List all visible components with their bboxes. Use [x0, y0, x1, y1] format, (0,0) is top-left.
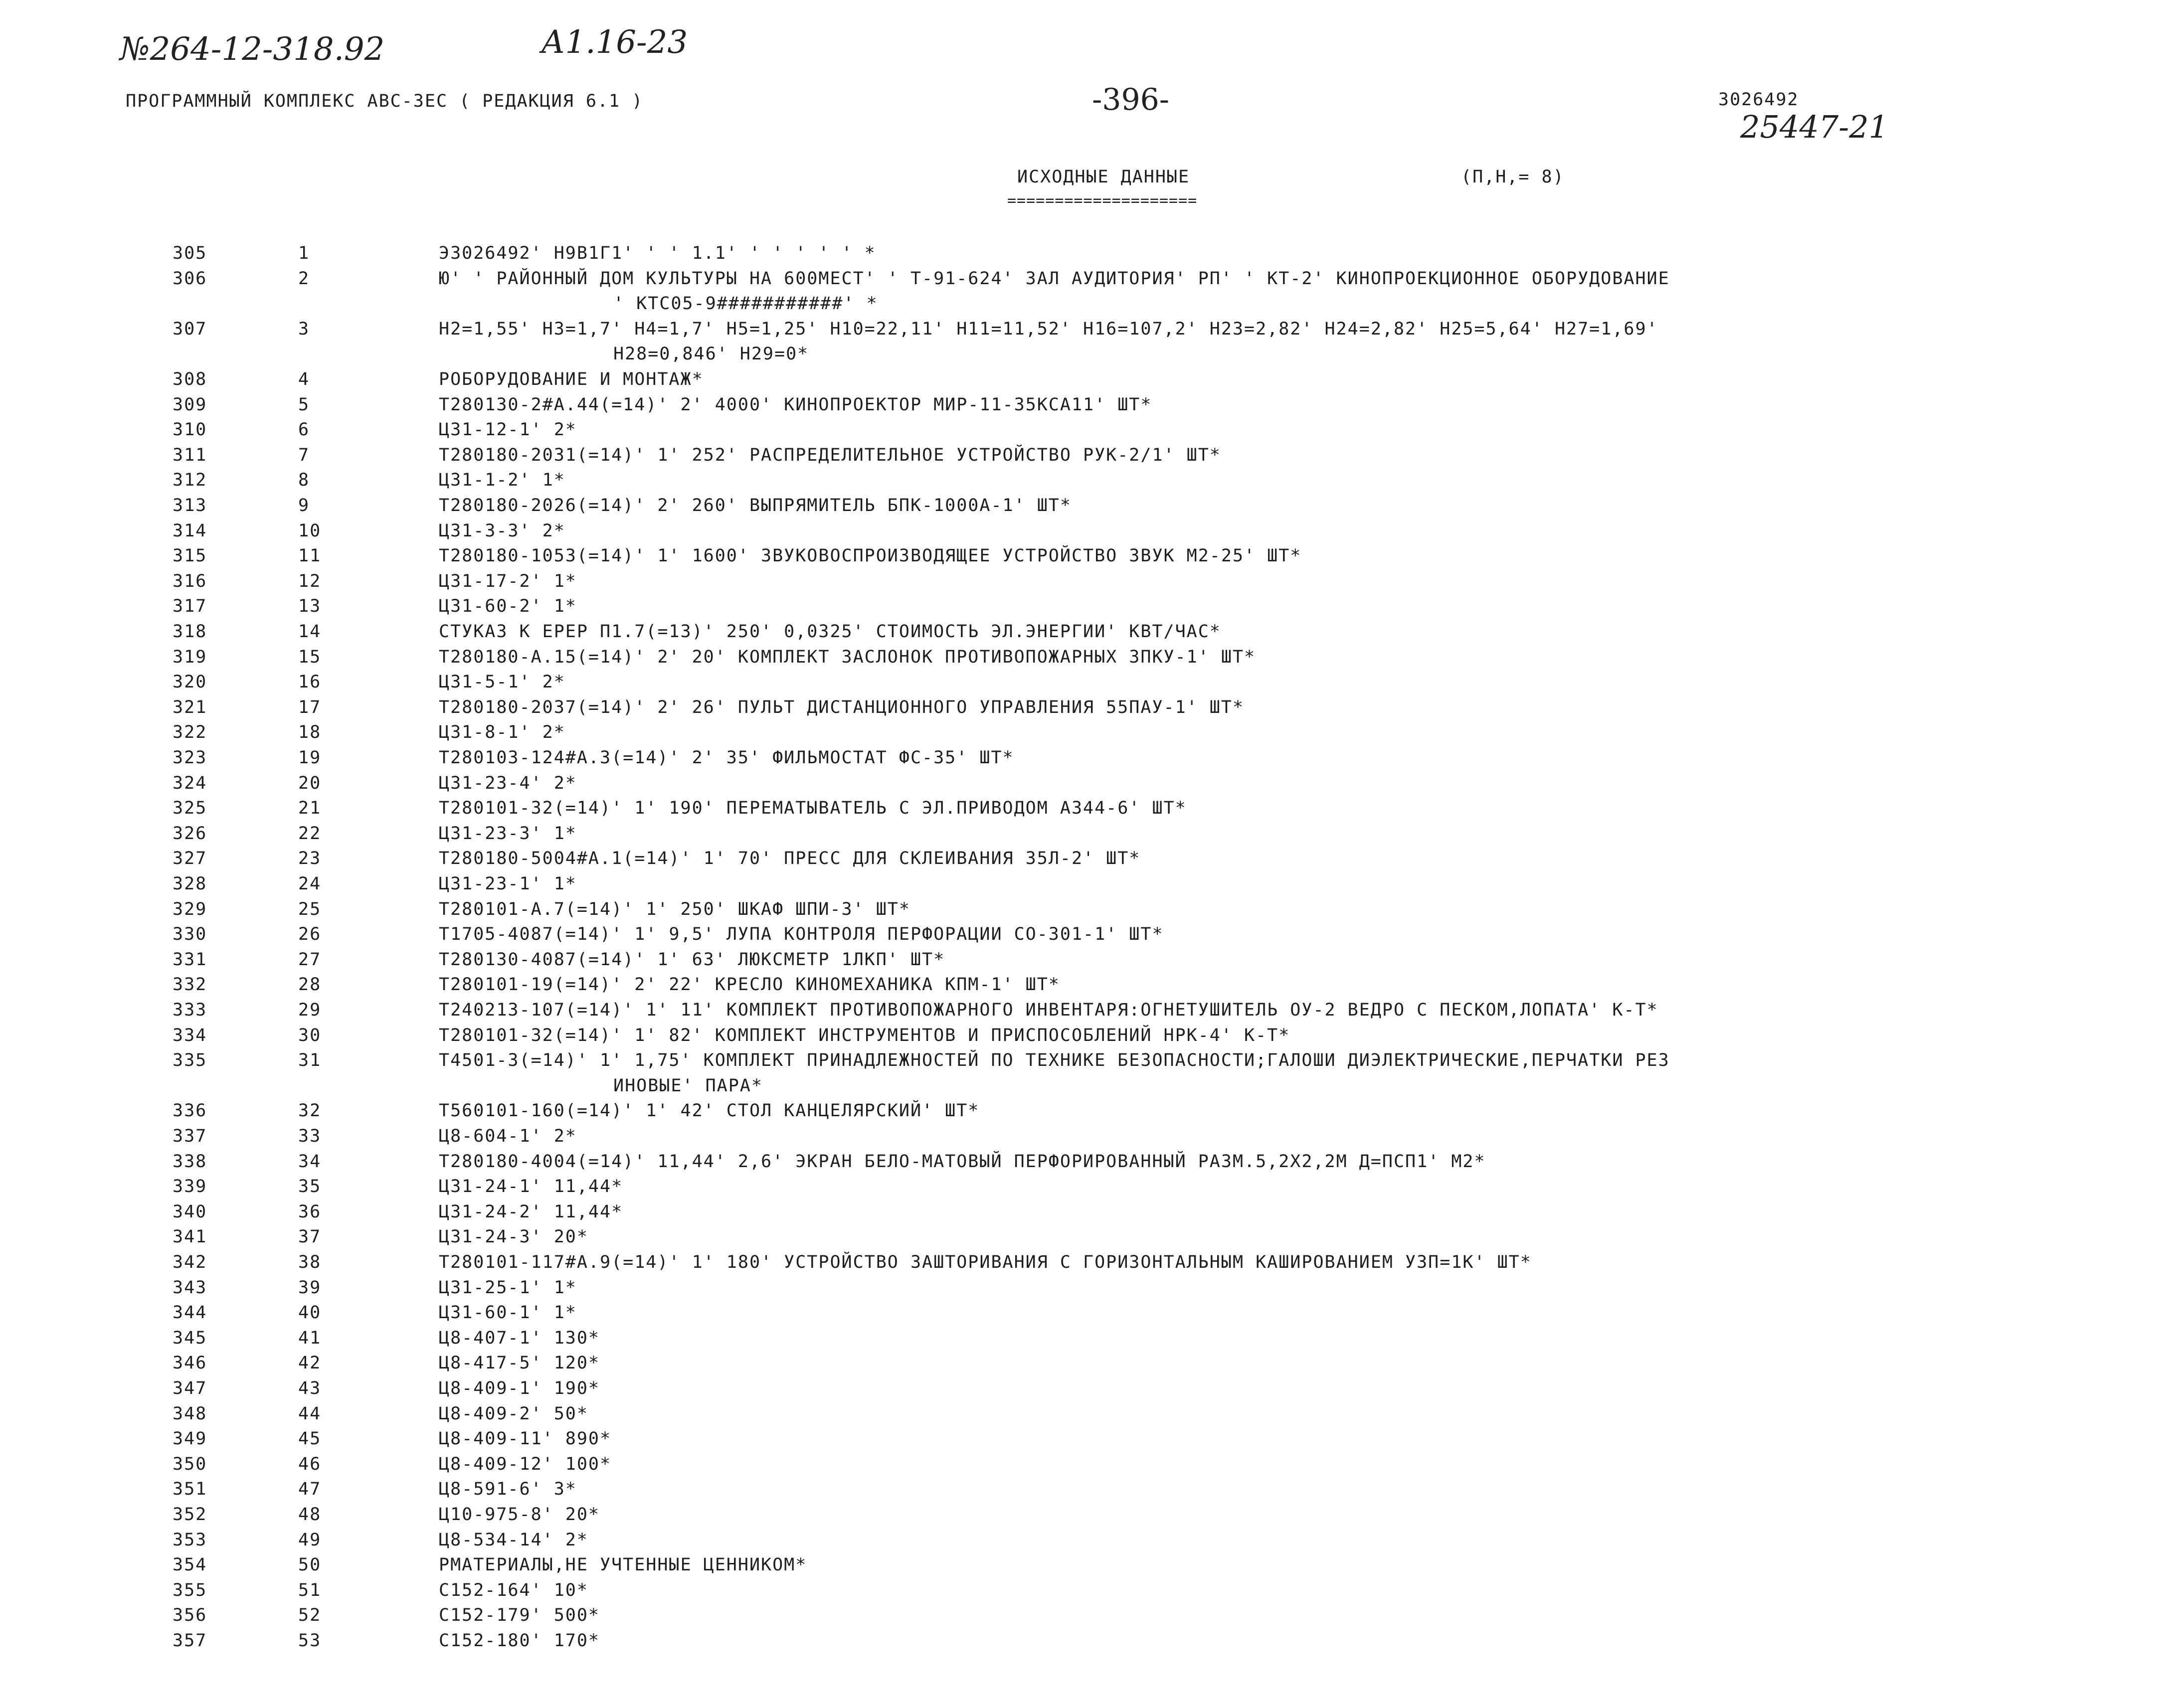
sequence-number: 1: [298, 243, 310, 263]
line-number: 325: [173, 798, 207, 819]
line-number: 309: [173, 394, 207, 415]
line-number: 333: [173, 1000, 207, 1020]
record-text: Т280180-2031(=14)' 1' 252' РАСПРЕДЕЛИТЕЛЬНОЕ УСТРОЙСТВО РУК-2/1' ШТ*: [439, 445, 1221, 465]
sequence-number: 17: [298, 697, 322, 717]
record-text: Т240213-107(=14)' 1' 11' КОМПЛЕКТ ПРОТИВОПОЖАРНОГО ИНВЕНТАРЯ:ОГНЕТУШИТЕЛЬ ОУ-2 ВЕДРО С ПЕСКОМ,ЛОПАТА' К-Т*: [439, 1000, 1658, 1020]
record-text: С152-179' 500*: [439, 1605, 600, 1626]
record-text: Т280180-2037(=14)' 2' 26' ПУЛЬТ ДИСТАНЦИОННОГО УПРАВЛЕНИЯ 55ПАУ-1' ШТ*: [439, 697, 1245, 717]
line-number: 329: [173, 899, 207, 919]
line-number: 342: [173, 1252, 207, 1272]
sequence-number: 12: [298, 571, 322, 591]
record-text: Т280101-19(=14)' 2' 22' КРЕСЛО КИНОМЕХАНИКА КПМ-1' ШТ*: [439, 975, 1060, 995]
sequence-number: 2: [298, 268, 310, 289]
record-text: Ц31-24-1' 11,44*: [439, 1177, 623, 1197]
line-number: 347: [173, 1378, 207, 1398]
record-text: Ц31-60-2' 1*: [439, 596, 577, 617]
record-text: Ц31-23-1' 1*: [439, 874, 577, 894]
line-number: 338: [173, 1151, 207, 1172]
sequence-number: 24: [298, 874, 322, 894]
section-title: ИСХОДНЫЕ ДАННЫЕ: [1017, 167, 1190, 187]
line-number: 308: [173, 369, 207, 389]
sequence-number: 7: [298, 445, 310, 465]
handwritten-code: 25447-21: [1740, 109, 1889, 145]
record-text: Ц10-975-8' 20*: [439, 1505, 600, 1525]
sequence-number: 21: [298, 798, 322, 819]
record-text-continuation: Н28=0,846' Н29=0*: [613, 344, 809, 364]
record-text: Н2=1,55' Н3=1,7' Н4=1,7' Н5=1,25' Н10=22,11' Н11=11,52' Н16=107,2' Н23=2,82' Н24=2,82' Н25=5,64' Н27=1,69': [439, 319, 1658, 339]
sequence-number: 4: [298, 369, 310, 389]
sequence-number: 40: [298, 1303, 322, 1323]
line-number: 334: [173, 1025, 207, 1045]
record-text: Ц31-12-1' 2*: [439, 420, 577, 440]
record-text: Т280180-2026(=14)' 2' 260' ВЫПРЯМИТЕЛЬ БПК-1000А-1' ШТ*: [439, 496, 1072, 515]
record-text: Т280130-2#А.44(=14)' 2' 4000' КИНОПРОЕКТОР МИР-11-35КСА11' ШТ*: [439, 394, 1152, 415]
record-text-continuation: ИНОВЫЕ' ПАРА*: [613, 1075, 763, 1096]
line-number: 354: [173, 1555, 207, 1575]
sequence-number: 9: [298, 496, 310, 515]
line-number: 332: [173, 975, 207, 995]
record-text-continuation: ' КТС05-9###########' *: [613, 294, 878, 314]
record-text: Т280180-4004(=14)' 11,44' 2,6' ЭКРАН БЕЛО-МАТОВЫЙ ПЕРФОРИРОВАННЫЙ РАЗМ.5,2Х2,2М Д=ПСП1' М2*: [439, 1151, 1486, 1172]
record-text: Ц31-5-1' 2*: [439, 672, 565, 692]
line-number: 314: [173, 520, 207, 541]
section-parameter: (П,Н,= 8): [1461, 167, 1565, 187]
sequence-number: 44: [298, 1403, 322, 1424]
sequence-number: 43: [298, 1378, 322, 1398]
record-text: Т280101-32(=14)' 1' 82' КОМПЛЕКТ ИНСТРУМЕНТОВ И ПРИСПОСОБЛЕНИЙ НРК-4' К-Т*: [439, 1025, 1290, 1045]
handwritten-page-number: -396-: [1092, 82, 1170, 117]
line-number: 345: [173, 1328, 207, 1348]
line-number: 331: [173, 949, 207, 970]
record-text: Т280180-5004#А.1(=14)' 1' 70' ПРЕСС ДЛЯ СКЛЕИВАНИЯ 35Л-2' ШТ*: [439, 849, 1141, 869]
line-number: 307: [173, 319, 207, 339]
record-text: Ц31-23-4' 2*: [439, 773, 577, 793]
sequence-number: 8: [298, 470, 310, 491]
sequence-number: 53: [298, 1631, 322, 1651]
line-number: 357: [173, 1631, 207, 1651]
line-number: 330: [173, 924, 207, 945]
record-text: Ц8-409-11' 890*: [439, 1429, 612, 1449]
record-text: Ц8-409-2' 50*: [439, 1403, 588, 1424]
sequence-number: 45: [298, 1429, 322, 1449]
record-text: РМАТЕРИАЛЫ,НЕ УЧТЕННЫЕ ЦЕННИКОМ*: [439, 1555, 807, 1575]
sequence-number: 22: [298, 823, 322, 844]
sequence-number: 37: [298, 1227, 322, 1247]
sequence-number: 35: [298, 1177, 322, 1197]
sequence-number: 36: [298, 1201, 322, 1222]
record-text: Ц31-23-3' 1*: [439, 823, 577, 844]
record-text: Ц31-8-1' 2*: [439, 722, 565, 743]
record-text: СТУКАЗ К ЕРЕР П1.7(=13)' 250' 0,0325' СТОИМОСТЬ ЭЛ.ЭНЕРГИИ' КВТ/ЧАС*: [439, 622, 1221, 642]
sequence-number: 34: [298, 1151, 322, 1172]
document-code: 3026492: [1718, 90, 1799, 110]
line-number: 306: [173, 268, 207, 289]
sequence-number: 15: [298, 647, 322, 667]
line-number: 346: [173, 1353, 207, 1373]
line-number: 311: [173, 445, 207, 465]
record-text: Ц8-407-1' 130*: [439, 1328, 600, 1348]
sequence-number: 33: [298, 1126, 322, 1146]
record-text: Ц31-25-1' 1*: [439, 1277, 577, 1298]
record-text: Ц8-409-12' 100*: [439, 1454, 612, 1474]
line-number: 343: [173, 1277, 207, 1298]
record-text: Т280101-32(=14)' 1' 190' ПЕРЕМАТЫВАТЕЛЬ С ЭЛ.ПРИВОДОМ А344-6' ШТ*: [439, 798, 1187, 819]
line-number: 349: [173, 1429, 207, 1449]
sequence-number: 29: [298, 1000, 322, 1020]
line-number: 310: [173, 420, 207, 440]
line-number: 315: [173, 546, 207, 566]
sequence-number: 47: [298, 1479, 322, 1500]
line-number: 352: [173, 1505, 207, 1525]
sequence-number: 52: [298, 1605, 322, 1626]
record-text: Ц31-24-3' 20*: [439, 1227, 588, 1247]
sequence-number: 14: [298, 622, 322, 642]
record-text: Т280130-4087(=14)' 1' 63' ЛЮКСМЕТР 1ЛКП' ШТ*: [439, 949, 945, 970]
record-text: Ц31-24-2' 11,44*: [439, 1201, 623, 1222]
line-number: 344: [173, 1303, 207, 1323]
sequence-number: 28: [298, 975, 322, 995]
sequence-number: 11: [298, 546, 322, 566]
sequence-number: 25: [298, 899, 322, 919]
line-number: 318: [173, 622, 207, 642]
line-number: 339: [173, 1177, 207, 1197]
line-number: 353: [173, 1530, 207, 1550]
line-number: 320: [173, 672, 207, 692]
sequence-number: 42: [298, 1353, 322, 1373]
line-number: 322: [173, 722, 207, 743]
sequence-number: 10: [298, 520, 322, 541]
line-number: 337: [173, 1126, 207, 1146]
sequence-number: 31: [298, 1050, 322, 1071]
record-text: Ц8-604-1' 2*: [439, 1126, 577, 1146]
record-text: Ц31-17-2' 1*: [439, 571, 577, 591]
line-number: 319: [173, 647, 207, 667]
line-number: 348: [173, 1403, 207, 1424]
line-number: 321: [173, 697, 207, 717]
line-number: 312: [173, 470, 207, 491]
line-number: 313: [173, 496, 207, 515]
line-number: 317: [173, 596, 207, 617]
line-number: 350: [173, 1454, 207, 1474]
line-number: 305: [173, 243, 207, 263]
line-number: 323: [173, 748, 207, 768]
sequence-number: 50: [298, 1555, 322, 1575]
sequence-number: 6: [298, 420, 310, 440]
sequence-number: 16: [298, 672, 322, 692]
sequence-number: 38: [298, 1252, 322, 1272]
sequence-number: 27: [298, 949, 322, 970]
sequence-number: 5: [298, 394, 310, 415]
record-text: С152-164' 10*: [439, 1580, 588, 1600]
sequence-number: 19: [298, 748, 322, 768]
record-text: Ц8-591-6' 3*: [439, 1479, 577, 1500]
handwritten-album-ref: А1.16-23: [541, 24, 688, 61]
sequence-number: 32: [298, 1101, 322, 1121]
line-number: 355: [173, 1580, 207, 1600]
program-header: ПРОГРАММНЫЙ КОМПЛЕКС АВС-ЗЕС ( РЕДАКЦИЯ 6.1 ): [126, 91, 644, 111]
line-number: 326: [173, 823, 207, 844]
record-text: Ц31-60-1' 1*: [439, 1303, 577, 1323]
line-number: 328: [173, 874, 207, 894]
line-number: 316: [173, 571, 207, 591]
sequence-number: 23: [298, 849, 322, 869]
record-text: Т4501-3(=14)' 1' 1,75' КОМПЛЕКТ ПРИНАДЛЕЖНОСТЕЙ ПО ТЕХНИКЕ БЕЗОПАСНОСТИ;ГАЛОШИ ДИЭЛЕКТРИЧЕСКИЕ,ПЕРЧАТКИ РЕЗ: [439, 1050, 1670, 1071]
record-text: Т280101-117#А.9(=14)' 1' 180' УСТРОЙСТВО ЗАШТОРИВАНИЯ С ГОРИЗОНТАЛЬНЫМ КАШИРОВАНИЕМ УЗП=1К' ШТ*: [439, 1252, 1532, 1272]
record-text: Ц8-417-5' 120*: [439, 1353, 600, 1373]
record-text: Т1705-4087(=14)' 1' 9,5' ЛУПА КОНТРОЛЯ ПЕРФОРАЦИИ СО-301-1' ШТ*: [439, 924, 1164, 945]
record-text: Ц31-1-2' 1*: [439, 470, 565, 491]
sequence-number: 49: [298, 1530, 322, 1550]
record-text: Ю' ' РАЙОННЫЙ ДОМ КУЛЬТУРЫ НА 600МЕСТ' ' Т-91-624' ЗАЛ АУДИТОРИЯ' РП' ' КТ-2' КИНОПРОЕКЦИОННОЕ ОБОРУДОВАНИЕ: [439, 268, 1670, 289]
record-text: Т280101-А.7(=14)' 1' 250' ШКАФ ШПИ-3' ШТ*: [439, 899, 910, 919]
sequence-number: 51: [298, 1580, 322, 1600]
sequence-number: 13: [298, 596, 322, 617]
sequence-number: 39: [298, 1277, 322, 1298]
record-text: Т280180-1053(=14)' 1' 1600' ЗВУКОВОСПРОИЗВОДЯЩЕЕ УСТРОЙСТВО ЗВУК М2-25' ШТ*: [439, 546, 1302, 566]
line-number: 356: [173, 1605, 207, 1626]
sequence-number: 30: [298, 1025, 322, 1045]
line-number: 341: [173, 1227, 207, 1247]
record-text: Ц8-534-14' 2*: [439, 1530, 588, 1550]
handwritten-doc-number: №264-12-318.92: [120, 31, 385, 68]
record-text: С152-180' 170*: [439, 1631, 600, 1651]
line-number: 351: [173, 1479, 207, 1500]
sequence-number: 48: [298, 1505, 322, 1525]
section-title-underline: ====================: [1007, 192, 1198, 209]
sequence-number: 26: [298, 924, 322, 945]
sequence-number: 18: [298, 722, 322, 743]
line-number: 335: [173, 1050, 207, 1071]
record-text: Ц31-3-3' 2*: [439, 520, 565, 541]
sequence-number: 41: [298, 1328, 322, 1348]
record-text: Т560101-160(=14)' 1' 42' СТОЛ КАНЦЕЛЯРСКИЙ' ШТ*: [439, 1101, 980, 1121]
sequence-number: 20: [298, 773, 322, 793]
record-text: Ц8-409-1' 190*: [439, 1378, 600, 1398]
sequence-number: 46: [298, 1454, 322, 1474]
record-text: Э3026492' Н9В1Г1' ' ' 1.1' ' ' ' ' ' *: [439, 243, 876, 263]
record-text: Т280103-124#А.3(=14)' 2' 35' ФИЛЬМОСТАТ ФС-35' ШТ*: [439, 748, 1014, 768]
record-text: Т280180-А.15(=14)' 2' 20' КОМПЛЕКТ ЗАСЛОНОК ПРОТИВОПОЖАРНЫХ ЗПКУ-1' ШТ*: [439, 647, 1256, 667]
line-number: 327: [173, 849, 207, 869]
sequence-number: 3: [298, 319, 310, 339]
record-text: РОБОРУДОВАНИЕ И МОНТАЖ*: [439, 369, 704, 389]
line-number: 336: [173, 1101, 207, 1121]
line-number: 324: [173, 773, 207, 793]
line-number: 340: [173, 1201, 207, 1222]
